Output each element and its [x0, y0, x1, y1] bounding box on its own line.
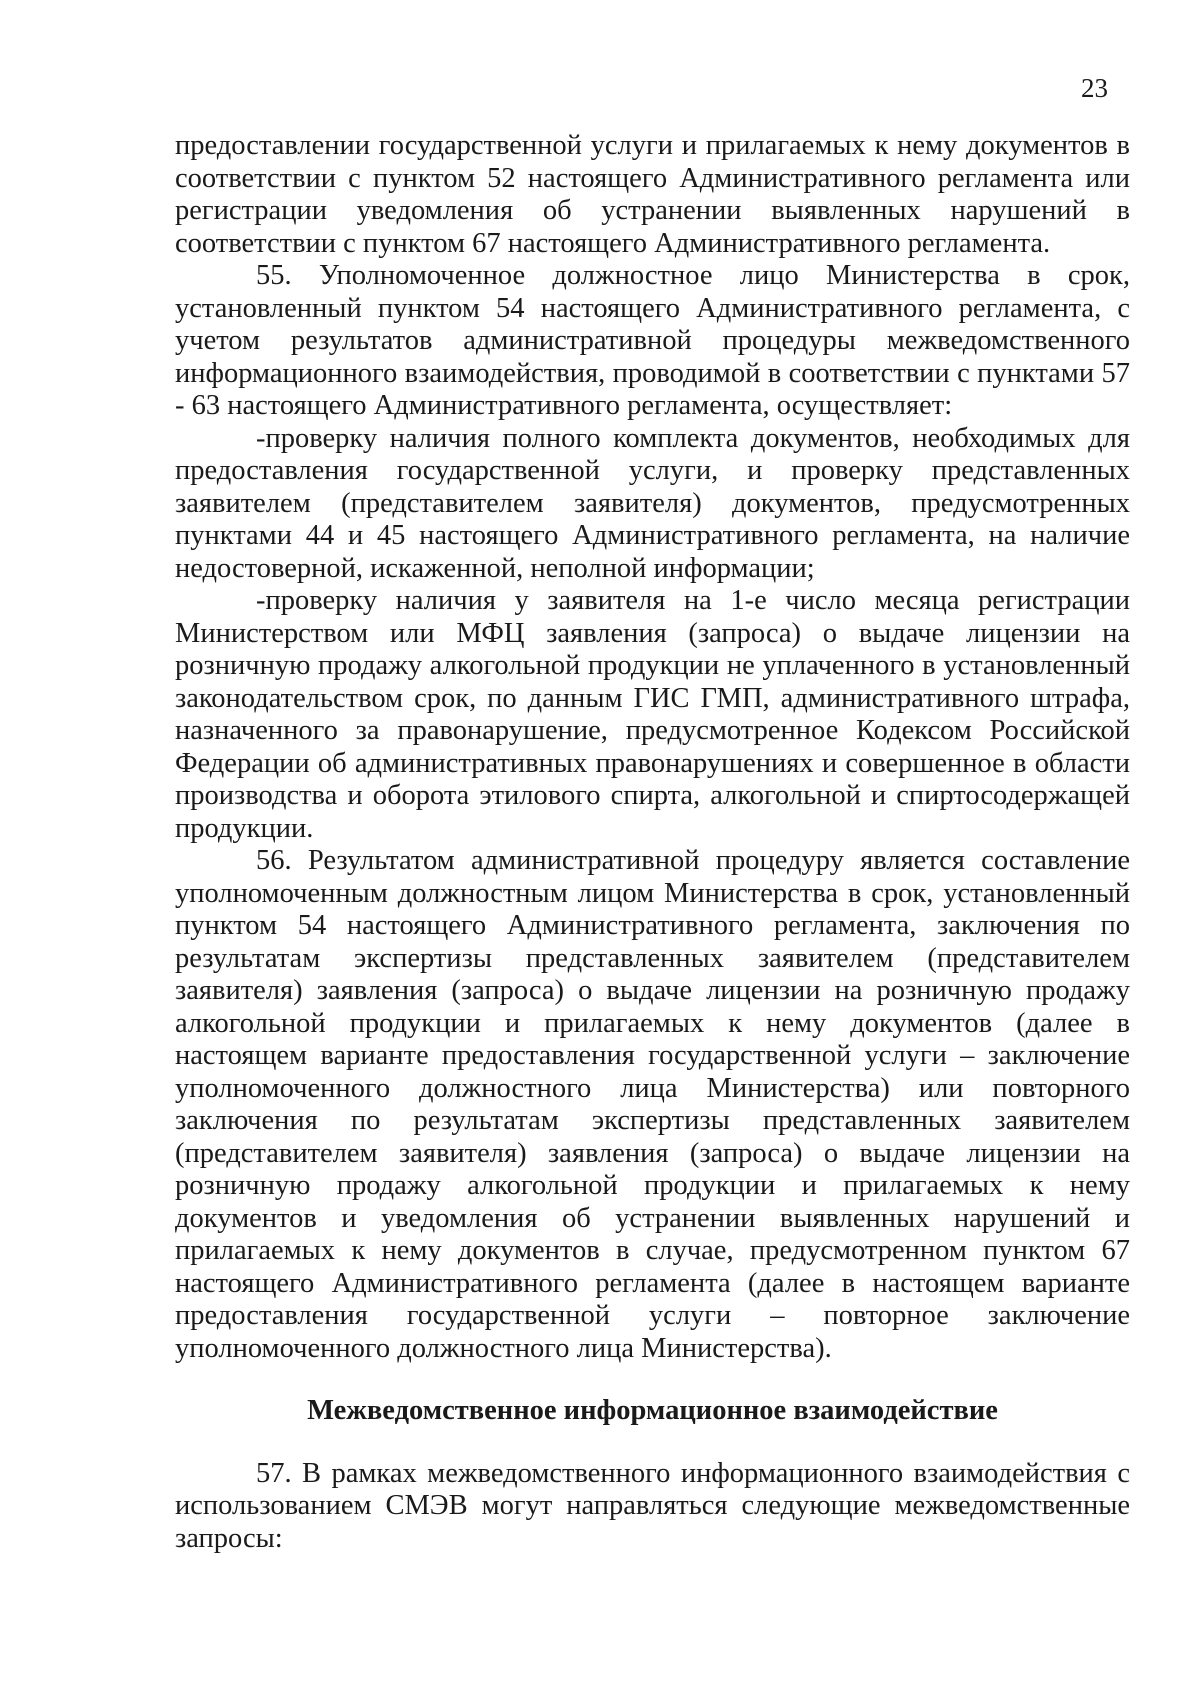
paragraph-56: 56. Результатом административной процедуру является составление уполномоченным должностным лицом Министерства в срок, установленный пунктом 54 настоящего Административного регламента, заключения по результатам экспертизы представленных заявителем (представителем заявителя) заявления (запроса) о выдаче лицензии на розничную продажу алкогольной продукции и прилагаемых к нему документов (далее в настоящем варианте предоставления государственной услуги – заключение уполномоченного должностного лица Министерства) или повторного заключения по результатам экспертизы представленных заявителем (представителем заявителя) заявления (запроса) о выдаче лицензии на розничную продажу алкогольной продукции и прилагаемых к нему документов и уведомления об устранении выявленных нарушений и прилагаемых к нему документов в случае, предусмотренном пунктом 67 настоящего Административного регламента (далее в настоящем варианте предоставления государственной услуги – повторное заключение уполномоченного должностного лица Министерства). — [175, 845, 1130, 1364]
paragraph-57: 57. В рамках межведомственного информационного взаимодействия с использованием СМЭВ могут направляться следующие межведомственные запросы: — [175, 1457, 1130, 1554]
page-number: 23 — [1081, 73, 1108, 103]
paragraph-55: 55. Уполномоченное должностное лицо Министерства в срок, установленный пунктом 54 настоящего Административного регламента, с учетом результатов административной процедуры межведомственного информационного взаимодействия, проводимой в соответствии с пунктами 57 - 63 настоящего Административного регламента, осуществляет: — [175, 260, 1130, 421]
list-item-check-documents: -проверку наличия полного комплекта документов, необходимых для предоставления государственной услуги, и проверку представленных заявителем (представителем заявителя) документов, предусмотренных пунктами 44 и 45 настоящего Административного регламента, на наличие недостоверной, искаженной, неполной информации; — [175, 422, 1130, 584]
document-body — [175, 130, 1130, 1555]
list-item-check-fine: -проверку наличия у заявителя на 1-е число месяца регистрации Министерством или МФЦ заявления (запроса) о выдаче лицензии на розничную продажу алкогольной продукции не уплаченного в установленный законодательством срок, по данным ГИС ГМП, административного штрафа, назначенного за правонарушение, предусмотренное Кодексом Российской Федерации об административных правонарушениях и совершенное в области производства и оборота этилового спирта, алкогольной и спиртосодержащей продукции. — [175, 585, 1130, 844]
section-heading: Межведомственное информационное взаимодействие — [307, 1395, 998, 1426]
paragraph-continuation: предоставлении государственной услуги и прилагаемых к нему документов в соответствии с пунктом 52 настоящего Административного регламента или регистрации уведомления об устранении выявленных нарушений в соответствии с пунктом 67 настоящего Административного регламента. — [175, 130, 1130, 259]
